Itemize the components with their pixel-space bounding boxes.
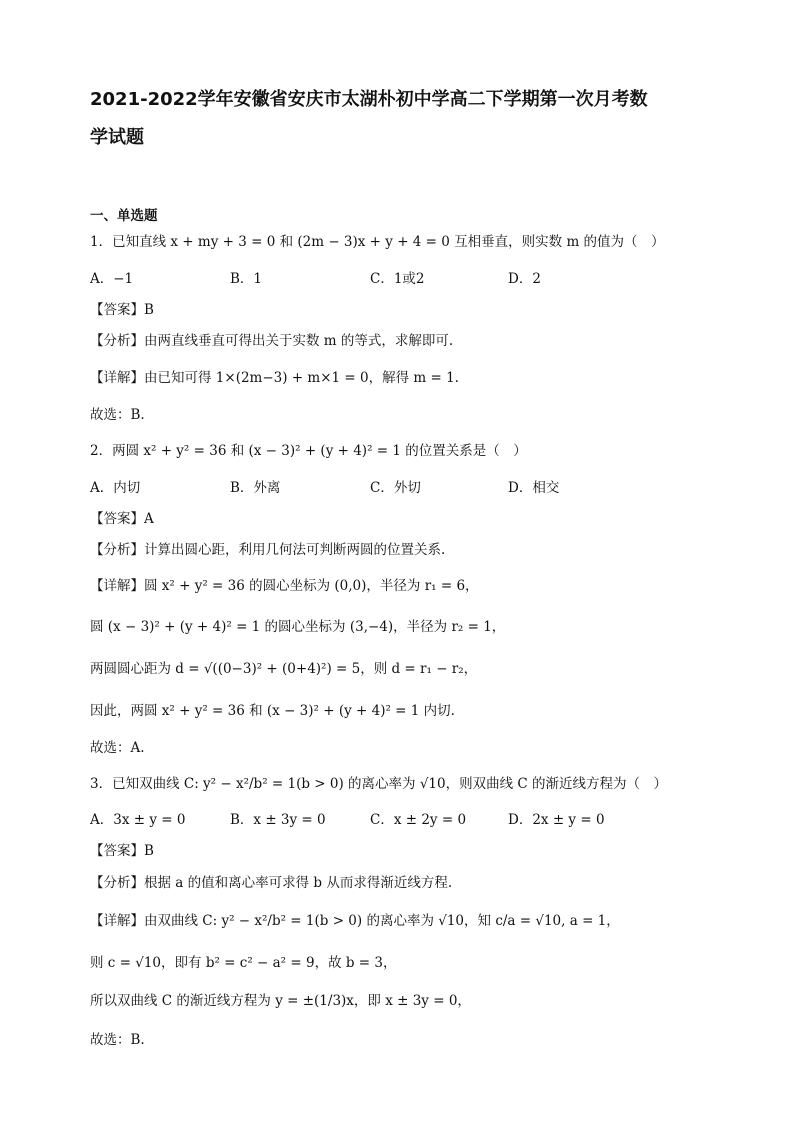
question-1-answer: 【答案】B	[90, 302, 154, 318]
question-2-option-b: B．外离	[230, 480, 281, 496]
question-1-option-b: B．1	[230, 271, 263, 287]
question-1-option-c: C．1或2	[370, 271, 425, 287]
question-1-options	[90, 270, 730, 288]
question-3-option-a: A．3x ± y = 0	[90, 812, 186, 828]
question-3-analysis: 【分析】根据 a 的值和离心率可求得 b 从而求得渐近线方程.	[90, 875, 453, 891]
question-2-detail-1: 【详解】圆 x² + y² = 36 的圆心坐标为 (0,0)，半径为 r₁ = 6，	[90, 578, 479, 594]
question-3-detail-3: 所以双曲线 C 的渐近线方程为 y = ±(1/3)x，即 x ± 3y = 0，	[90, 993, 471, 1009]
question-2-detail-2: 圆 (x − 3)² + (y + 4)² = 1 的圆心坐标为 (3,−4)，半径为 r₂ = 1，	[90, 619, 506, 635]
question-2-option-a: A．内切	[90, 480, 141, 496]
question-1-conclusion: 故选：B.	[90, 407, 145, 423]
question-2-answer: 【答案】A	[90, 511, 154, 527]
question-2-options	[90, 479, 730, 497]
question-3-option-d: D．2x ± y = 0	[508, 812, 605, 828]
question-3-stem: 3．已知双曲线 C: y² − x²/b² = 1(b > 0) 的离心率为 √10，则双曲线 C 的渐近线方程为（ ）	[90, 776, 668, 792]
question-3-conclusion: 故选：B.	[90, 1032, 145, 1048]
question-3-option-b: B．x ± 3y = 0	[230, 812, 326, 828]
question-1-analysis: 【分析】由两直线垂直可得出关于实数 m 的等式，求解即可.	[90, 333, 454, 349]
question-2-detail-3: 两圆圆心距为 d = √((0−3)² + (0+4)²) = 5，则 d = r₁ − r₂，	[90, 661, 478, 677]
question-3-options	[90, 811, 730, 829]
question-2-conclusion: 故选：A.	[90, 740, 145, 756]
question-2-option-d: D．相交	[508, 480, 560, 496]
question-1-option-a: A．−1	[90, 271, 134, 287]
question-1-detail-1: 【详解】由已知可得 1×(2m−3) + m×1 = 0，解得 m = 1.	[90, 370, 459, 386]
question-1-stem: 1．已知直线 x + my + 3 = 0 和 (2m − 3)x + y + 4 = 0 互相垂直，则实数 m 的值为（ ）	[90, 234, 665, 250]
question-1-option-d: D．2	[508, 271, 541, 287]
question-3-detail-2: 则 c = √10，即有 b² = c² − a² = 9，故 b = 3，	[90, 955, 397, 971]
question-3-answer: 【答案】B	[90, 843, 154, 859]
section-heading: 一、单选题	[90, 208, 158, 224]
document-title-line-1: 2021-2022学年安徽省安庆市太湖朴初中学高二下学期第一次月考数	[90, 89, 648, 110]
question-2-option-c: C．外切	[370, 480, 421, 496]
document-title-line-2: 学试题	[90, 127, 144, 148]
question-2-detail-4: 因此，两圆 x² + y² = 36 和 (x − 3)² + (y + 4)² = 1 内切.	[90, 703, 455, 719]
question-2-analysis: 【分析】计算出圆心距，利用几何法可判断两圆的位置关系.	[90, 542, 446, 558]
question-2-stem: 2．两圆 x² + y² = 36 和 (x − 3)² + (y + 4)² = 1 的位置关系是（ ）	[90, 443, 527, 459]
question-3-detail-1: 【详解】由双曲线 C: y² − x²/b² = 1(b > 0) 的离心率为 √10，知 c/a = √10, a = 1，	[90, 913, 620, 929]
question-3-option-c: C．x ± 2y = 0	[370, 812, 467, 828]
